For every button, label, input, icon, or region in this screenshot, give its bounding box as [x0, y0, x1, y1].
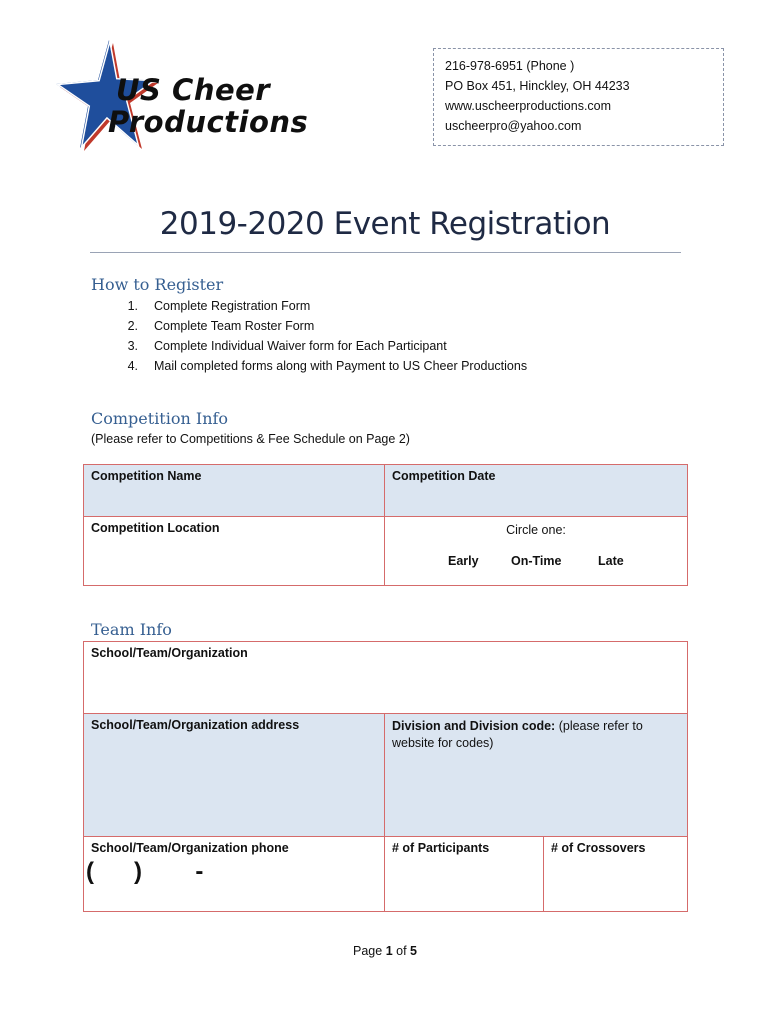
organization-address-field[interactable]: School/Team/Organization address	[84, 714, 385, 837]
contact-email[interactable]: uscheerpro@yahoo.com	[445, 119, 582, 133]
division-code-field[interactable]: Division and Division code: (please refer to website for codes)	[385, 714, 688, 837]
option-early[interactable]: Early	[448, 554, 479, 568]
option-late[interactable]: Late	[598, 554, 624, 568]
competition-name-field[interactable]: Competition Name	[84, 465, 385, 517]
contact-website[interactable]: www.uscheerproductions.com	[445, 99, 612, 113]
competition-location-field[interactable]: Competition Location	[84, 517, 385, 586]
contact-box	[433, 48, 724, 146]
list-item: 2. Complete Team Roster Form	[127, 319, 315, 333]
team-info-heading: Team Info	[91, 620, 172, 639]
competition-date-field[interactable]: Competition Date	[385, 465, 688, 517]
title-divider	[90, 252, 681, 253]
list-item: 1. Complete Registration Form	[127, 299, 311, 313]
list-item: 3. Complete Individual Waiver form for Each Participant	[127, 339, 447, 353]
list-item: 4. Mail completed forms along with Payment to US Cheer Productions	[127, 359, 528, 373]
organization-phone-field[interactable]: School/Team/Organization phone	[84, 837, 385, 912]
option-on-time[interactable]: On-Time	[511, 554, 562, 568]
competition-info-table	[83, 464, 688, 586]
crossovers-field[interactable]: # of Crossovers	[544, 837, 688, 912]
registration-timing-cell	[385, 517, 688, 586]
logo-text-line2: Productions	[108, 105, 309, 139]
contact-phone: 216-978-6951 (Phone )	[445, 59, 575, 73]
competition-info-heading: Competition Info	[91, 409, 229, 428]
logo-text-line1: US Cheer	[116, 73, 271, 107]
competition-note: (Please refer to Competitions & Fee Schedule on Page 2)	[91, 432, 410, 446]
phone-format-mask: ( ) -	[86, 858, 204, 885]
circle-one-label: Circle one:	[506, 523, 566, 537]
participants-field[interactable]: # of Participants	[385, 837, 544, 912]
organization-field[interactable]: School/Team/Organization	[84, 642, 688, 714]
page-footer: Page 1 of 5	[353, 944, 417, 958]
how-to-register-heading: How to Register	[91, 275, 224, 294]
page-title: 2019-2020 Event Registration	[159, 206, 611, 242]
us-cheer-logo	[54, 38, 354, 153]
contact-address: PO Box 451, Hinckley, OH 44233	[445, 79, 630, 93]
registration-steps	[91, 296, 527, 376]
